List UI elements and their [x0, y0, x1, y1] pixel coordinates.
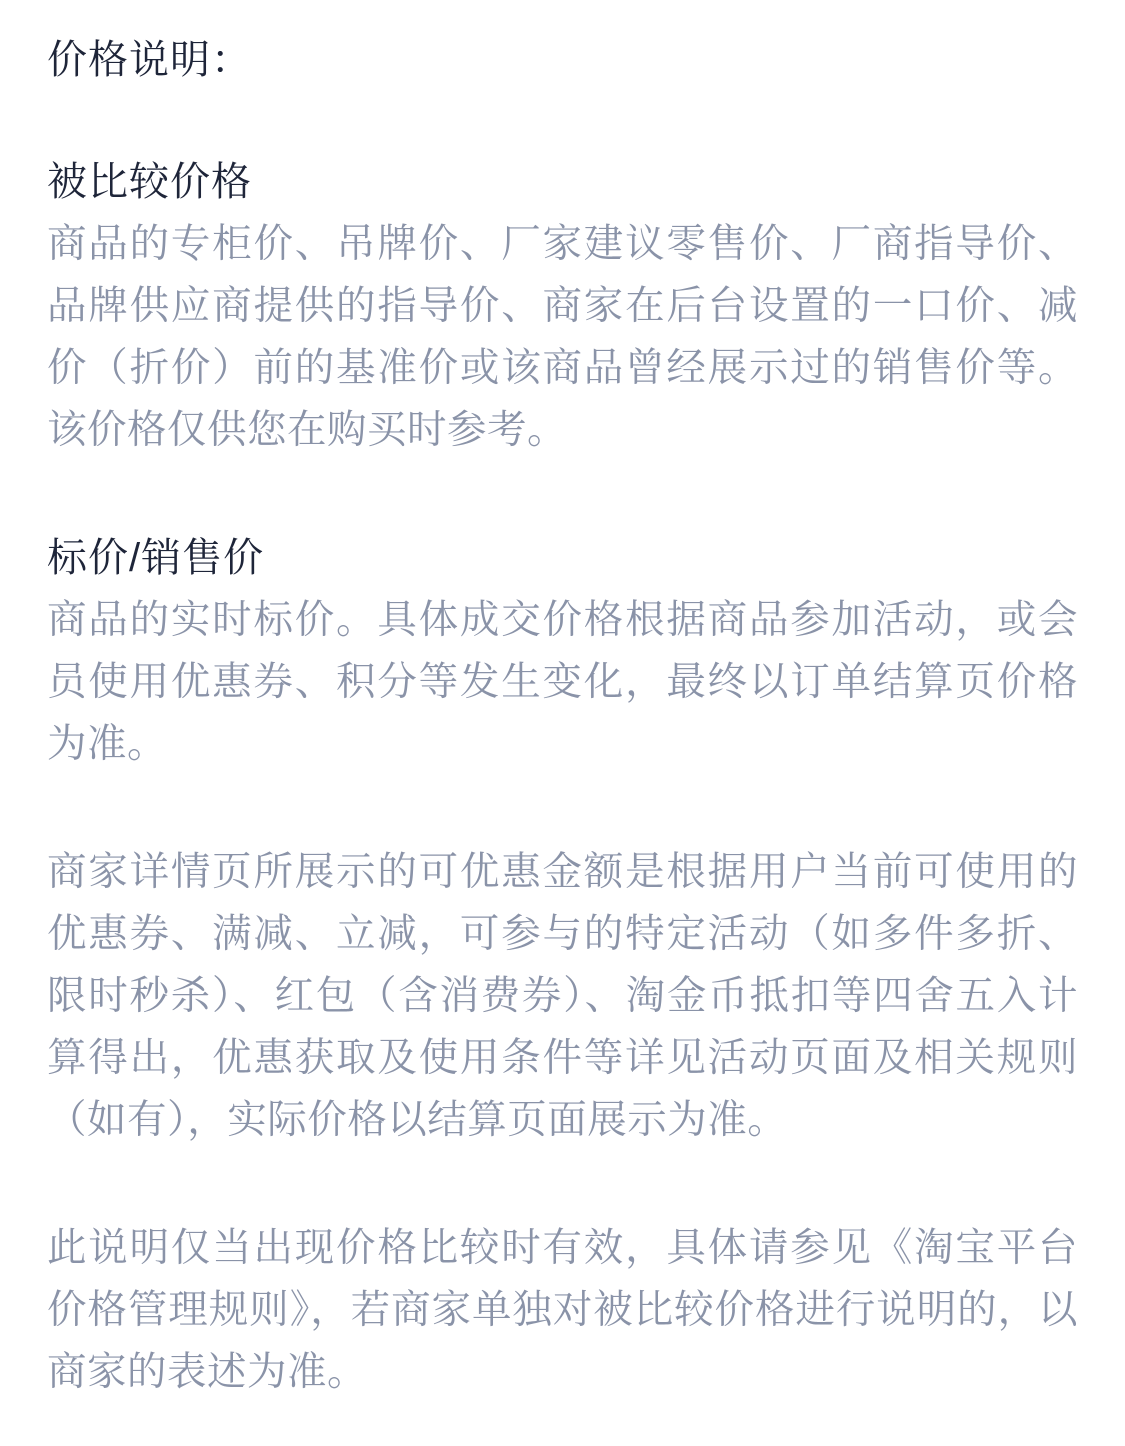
section-validity-note — [47, 1217, 1078, 1403]
listed-sale-price-heading: 标价/销售价 — [47, 536, 265, 580]
compared-price-body: 商品的专柜价、吊牌价、厂家建议零售价、厂商指导价、品牌供应商提供的指导价、商家在后台设置的一口价、减价（折价）前的基准价或该商品曾经展示过的销售价等。该价格仅供您在购买时参考。 — [47, 222, 1078, 452]
compared-price-heading: 被比较价格 — [47, 160, 252, 204]
listed-sale-price-body: 商品的实时标价。具体成交价格根据商品参加活动，或会员使用优惠券、积分等发生变化，最终以订单结算页价格为准。 — [47, 598, 1078, 766]
page-title: 价格说明： — [47, 38, 252, 82]
section-discount-amount-note — [47, 841, 1078, 1151]
section-listed-sale-price — [47, 527, 1078, 775]
section-compared-price — [47, 151, 1078, 461]
validity-note-body: 此说明仅当出现价格比较时有效，具体请参见《淘宝平台价格管理规则》，若商家单独对被比较价格进行说明的，以商家的表述为准。 — [47, 1226, 1078, 1394]
discount-amount-note-body: 商家详情页所展示的可优惠金额是根据用户当前可使用的优惠券、满减、立减，可参与的特定活动（如多件多折、限时秒杀）、红包（含消费券）、淘金币抵扣等四舍五入计算得出，优惠获取及使用条件等详见活动页面及相关规则（如有），实际价格以结算页面展示为准。 — [47, 850, 1078, 1142]
